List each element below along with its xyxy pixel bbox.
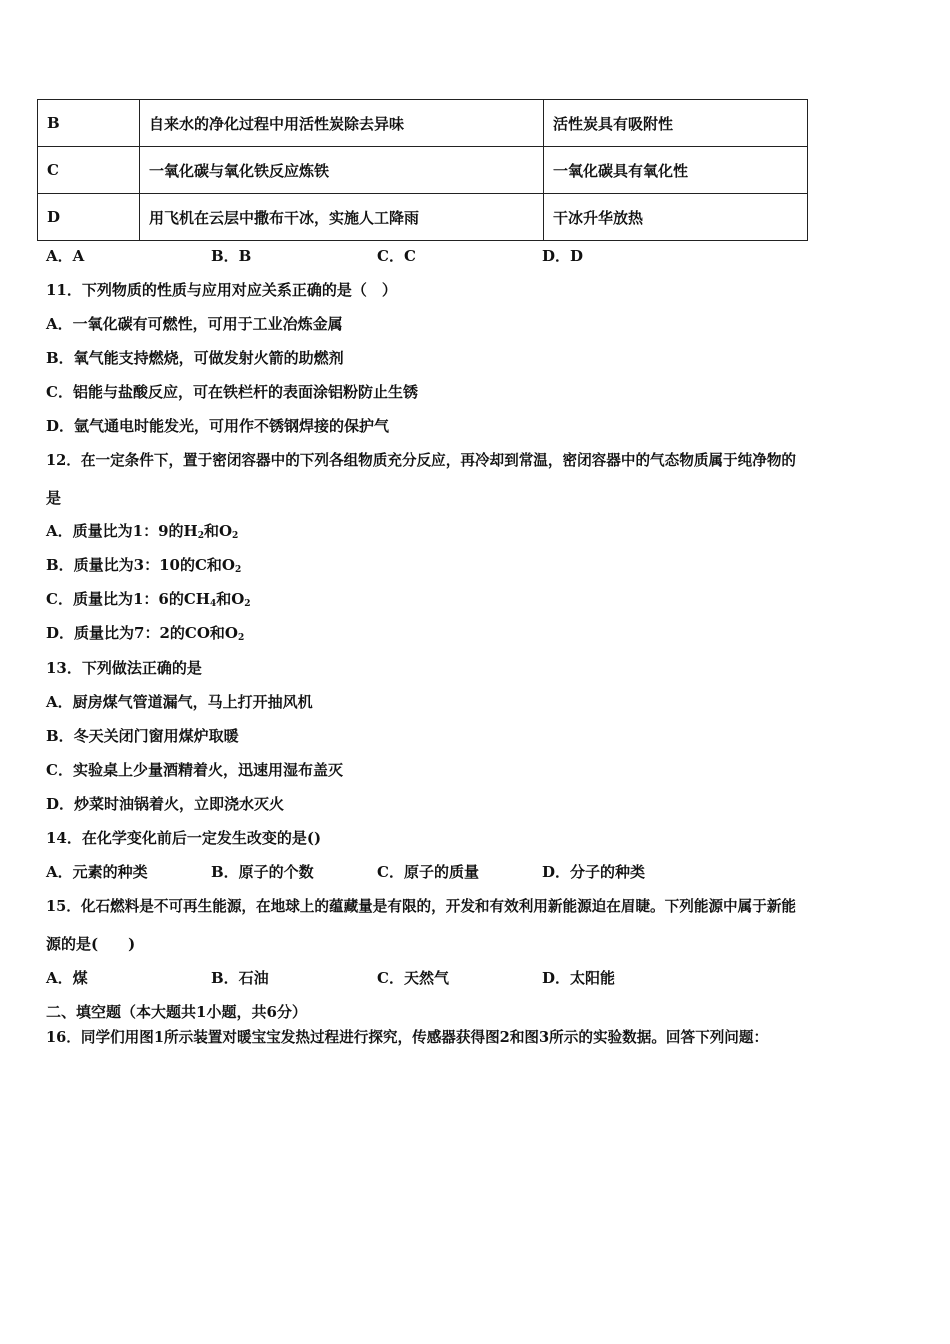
q15-stem-line1: 15．化石燃料是不可再生能源，在地球上的蕴藏量是有限的，开发和有效利用新能源迫在眉睫。下列能源中属于新能	[46, 898, 797, 915]
table-cell-fact: 自来水的净化过程中用活性炭除去异味	[140, 100, 544, 147]
q12-c-mid: 和O	[216, 590, 245, 608]
q14-option-b: B．原子的个数	[211, 863, 314, 881]
table-cell-option: C	[38, 147, 140, 194]
section-heading: 二、填空题（本大题共1小题，共6分）	[46, 1003, 307, 1021]
q12-a-text: A．质量比为1：9的H	[46, 522, 198, 540]
q13-option-b: B．冬天关闭门窗用煤炉取暖	[46, 727, 239, 745]
q14-option-c: C．原子的质量	[377, 863, 479, 881]
q12-d-sub: 2	[237, 633, 245, 643]
q11-option-b: B．氧气能支持燃烧，可做发射火箭的助燃剂	[46, 349, 344, 367]
q10-option-b: B．B	[211, 247, 252, 265]
q11-option-a: A．一氧化碳有可燃性，可用于工业冶炼金属	[46, 315, 343, 333]
q10-option-d: D．D	[542, 247, 584, 265]
q12-a-sub1: 2	[197, 531, 204, 541]
q12-option-d	[46, 623, 244, 648]
q15-option-c: C．天然气	[377, 969, 449, 987]
answer-table	[37, 99, 808, 241]
q10-option-c: C．C	[377, 247, 416, 265]
table-cell-explanation: 一氧化碳具有氧化性	[544, 147, 808, 194]
q13-stem: 13．下列做法正确的是	[46, 659, 202, 677]
q12-b-text: B．质量比为3：10的C和O	[46, 556, 235, 574]
q12-c-text: C．质量比为1：6的CH	[46, 590, 210, 608]
q11-option-d: D．氩气通电时能发光，可用作不锈钢焊接的保护气	[46, 417, 390, 435]
q15-stem-line2: 源的是( )	[46, 935, 136, 953]
table-row	[38, 194, 808, 241]
q12-d-text: D．质量比为7：2的CO和O	[46, 624, 238, 642]
q12-c-sub1: 4	[209, 599, 217, 609]
q10-option-a: A．A	[46, 247, 85, 265]
q13-option-d: D．炒菜时油锅着火，立即浇水灭火	[46, 795, 285, 813]
q14-stem: 14．在化学变化前后一定发生改变的是()	[46, 829, 322, 847]
table-cell-fact: 一氧化碳与氧化铁反应炼铁	[140, 147, 544, 194]
q14-option-a: A．元素的种类	[46, 863, 148, 881]
table-cell-option: B	[38, 100, 140, 147]
q12-c-sub2: 2	[244, 599, 251, 609]
q12-option-c	[46, 589, 251, 614]
q15-option-a: A．煤	[46, 969, 88, 987]
q11-option-c: C．铝能与盐酸反应，可在铁栏杆的表面涂铝粉防止生锈	[46, 383, 418, 401]
q14-option-d: D．分子的种类	[542, 863, 646, 881]
table-cell-option: D	[38, 194, 140, 241]
table-row	[38, 147, 808, 194]
q12-option-a	[46, 521, 238, 546]
table-cell-explanation: 活性炭具有吸附性	[544, 100, 808, 147]
q12-b-sub: 2	[235, 565, 242, 575]
q12-stem-line2: 是	[46, 489, 62, 507]
table-cell-explanation: 干冰升华放热	[544, 194, 808, 241]
q12-a-sub2: 2	[232, 531, 239, 541]
q15-option-b: B．石油	[211, 969, 269, 987]
q12-a-mid: 和O	[203, 522, 233, 540]
q16-stem: 16．同学们用图1所示装置对暖宝宝发热过程进行探究，传感器获得图2和图3所示的实验数据。回答下列问题：	[46, 1029, 769, 1046]
table-cell-fact: 用飞机在云层中撒布干冰，实施人工降雨	[140, 194, 544, 241]
q13-option-c: C．实验桌上少量酒精着火，迅速用湿布盖灭	[46, 761, 343, 779]
q11-stem: 11．下列物质的性质与应用对应关系正确的是（ ）	[46, 281, 397, 299]
q15-option-d: D．太阳能	[542, 969, 616, 987]
q13-option-a: A．厨房煤气管道漏气，马上打开抽风机	[46, 693, 313, 711]
q12-stem-line1: 12．在一定条件下，置于密闭容器中的下列各组物质充分反应，再冷却到常温，密闭容器中的气态物质属于纯净物的	[46, 452, 797, 469]
q12-option-b	[46, 555, 241, 580]
table-row	[38, 100, 808, 147]
